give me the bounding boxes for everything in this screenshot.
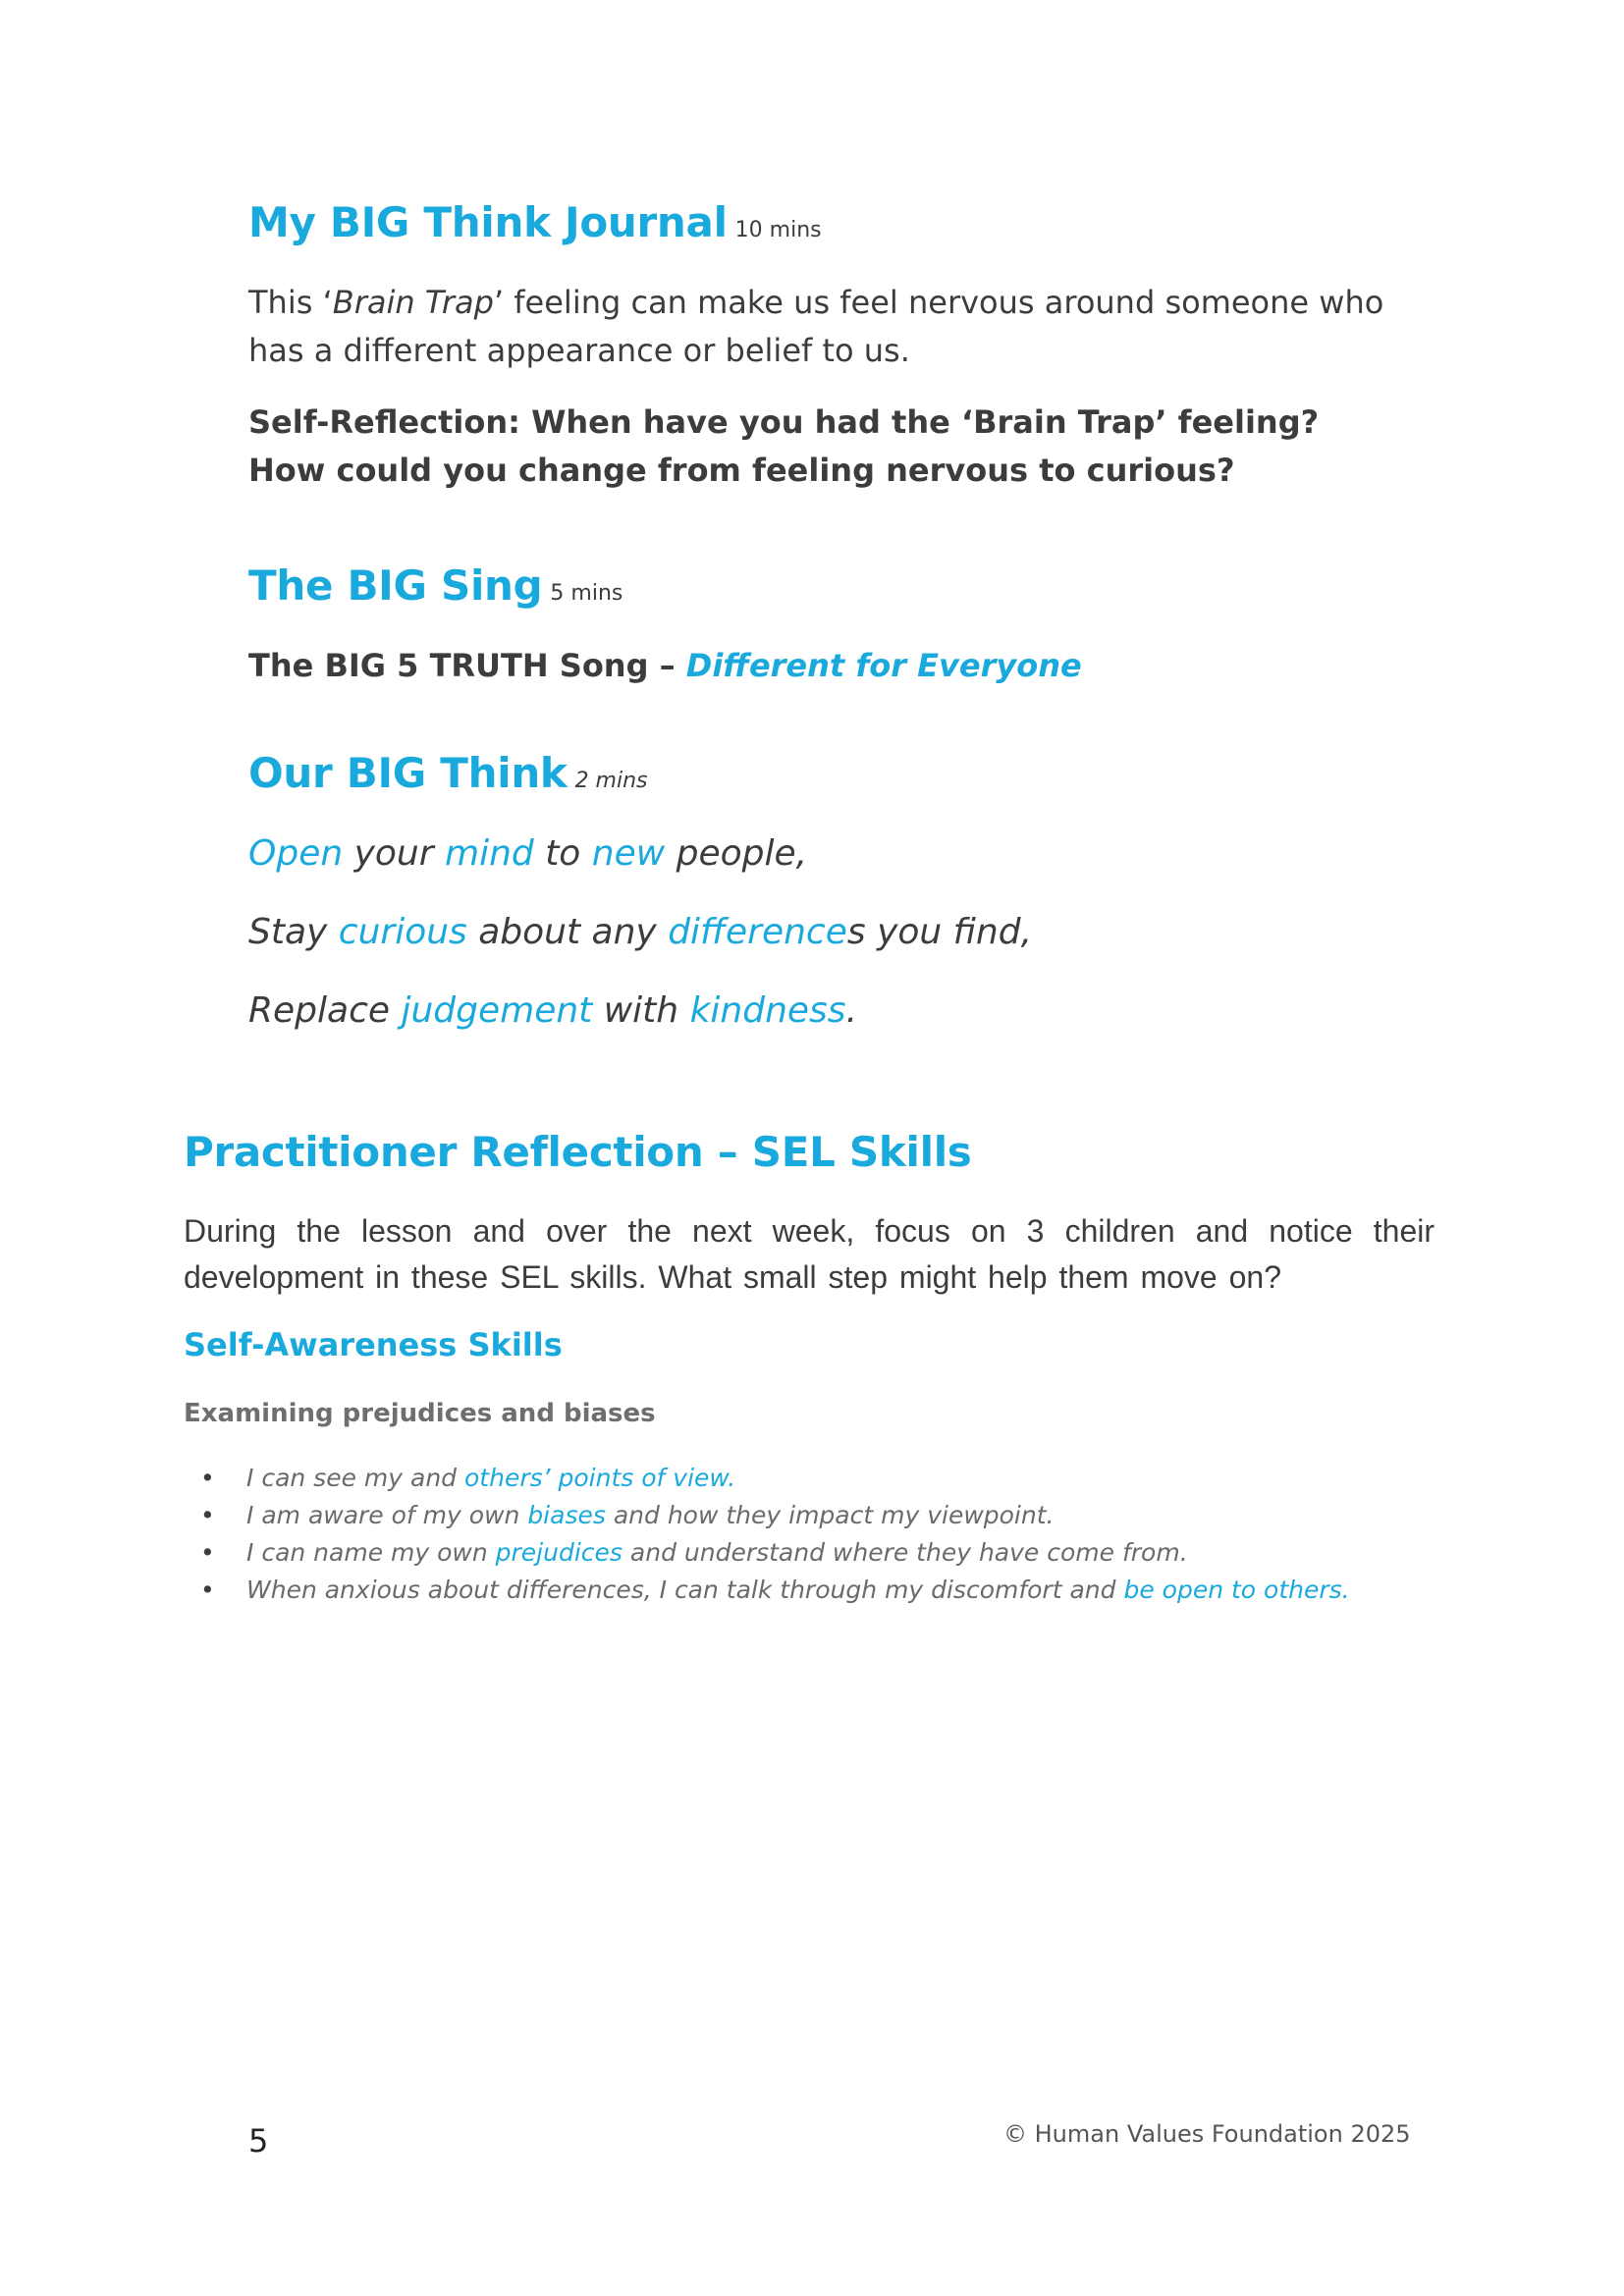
bullet-dot: • <box>200 1575 215 1604</box>
song-prefix: The BIG 5 TRUTH Song – <box>248 647 686 684</box>
bullet-text: I am aware of my own <box>246 1501 528 1529</box>
verse-word: judgement <box>401 990 593 1031</box>
list-item <box>184 1572 1350 1609</box>
sing-duration: 5 mins <box>550 581 623 606</box>
bullet-highlight: prejudices <box>495 1538 623 1567</box>
verse-line-1 <box>248 833 807 874</box>
practitioner-body: During the lesson and over the next week, focus on 3 children and notice their development in these SEL skills. What small step might help them move on? <box>184 1213 1435 1295</box>
verse-line-3 <box>248 990 857 1031</box>
sing-heading <box>248 561 623 610</box>
verse-word: s you find, <box>846 912 1033 952</box>
verse-word: curious <box>338 912 467 952</box>
verse-word: with <box>592 990 690 1031</box>
verse-word: mind <box>445 833 534 874</box>
journal-heading <box>248 198 822 246</box>
skills-list <box>184 1460 1350 1609</box>
song-title-link[interactable]: Different for Everyone <box>685 647 1082 684</box>
bullet-dot: • <box>200 1538 215 1567</box>
skills-subheading: Examining prejudices and biases <box>184 1399 656 1428</box>
list-item <box>184 1497 1350 1534</box>
bullet-text: I can name my own <box>246 1538 496 1567</box>
journal-text-post: ’ feeling can make us feel nervous around someone who has a different appearance or belief to us. <box>248 284 1384 369</box>
bullet-highlight: others’ points of view. <box>464 1464 736 1492</box>
verse-line-2 <box>248 912 1032 952</box>
verse-word: Open <box>248 833 344 874</box>
verse-word: people, <box>665 833 808 874</box>
bullet-text: and understand where they have come from. <box>622 1538 1188 1567</box>
verse-word: . <box>845 990 858 1031</box>
list-item <box>184 1534 1350 1572</box>
verse-word: kindness <box>689 990 846 1031</box>
think-heading <box>248 749 648 797</box>
bullet-text: When anxious about differences, I can talk through my discomfort and <box>246 1575 1124 1604</box>
verse-word: your <box>343 833 445 874</box>
bullet-text: I can see my and <box>246 1464 464 1492</box>
verse-word: difference <box>668 912 847 952</box>
verse-word: Replace <box>248 990 402 1031</box>
sing-title: The BIG Sing <box>248 561 543 610</box>
bullet-highlight: be open to others. <box>1123 1575 1350 1604</box>
page-number: 5 <box>248 2122 269 2160</box>
journal-text-em: Brain Trap <box>332 284 494 321</box>
bullet-dot: • <box>200 1464 215 1492</box>
think-duration: 2 mins <box>574 769 648 793</box>
bullet-dot: • <box>200 1501 215 1529</box>
verse-word: new <box>591 833 666 874</box>
journal-duration: 10 mins <box>734 218 822 242</box>
journal-text <box>248 279 1417 375</box>
verse-word: about any <box>466 912 669 952</box>
journal-text-pre: This ‘ <box>248 284 333 321</box>
list-item <box>184 1460 1350 1497</box>
copyright-notice: © Human Values Foundation 2025 <box>1003 2120 1411 2148</box>
self-reflection-prompt: Self-Reflection: When have you had the ‘Brain Trap’ feeling? How could you change from feeling nervous to curious? <box>248 403 1320 489</box>
bullet-highlight: biases <box>527 1501 606 1529</box>
verse-word: to <box>533 833 592 874</box>
song-line <box>248 642 1082 690</box>
skills-heading: Self-Awareness Skills <box>184 1326 563 1363</box>
journal-title: My BIG Think Journal <box>248 198 728 246</box>
think-title: Our BIG Think <box>248 749 568 797</box>
bullet-text: and how they impact my viewpoint. <box>605 1501 1055 1529</box>
verse-word: Stay <box>248 912 339 952</box>
practitioner-heading: Practitioner Reflection – SEL Skills <box>184 1128 972 1176</box>
